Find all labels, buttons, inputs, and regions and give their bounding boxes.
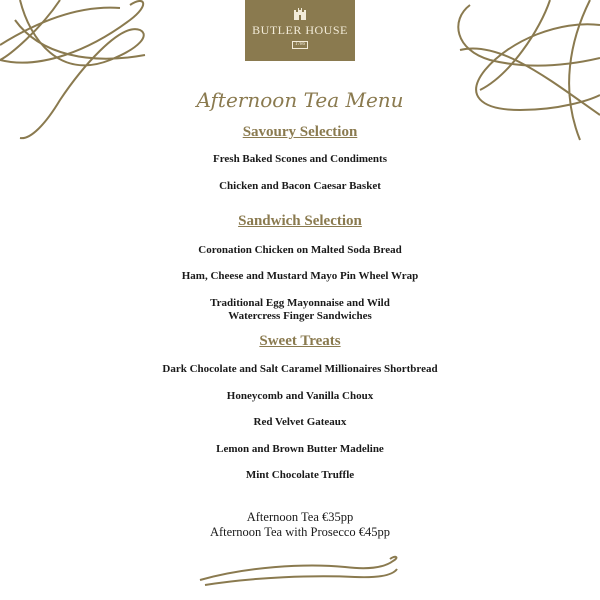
menu-item: Honeycomb and Vanilla Choux bbox=[226, 390, 374, 402]
logo-year: 1786 bbox=[292, 41, 308, 49]
menu-item: Fresh Baked Scones and Condiments bbox=[213, 153, 387, 165]
logo-name: BUTLER HOUSE bbox=[252, 23, 348, 37]
flourish-bottom bbox=[195, 555, 405, 590]
menu-item: Dark Chocolate and Salt Caramel Millionaires Shortbread bbox=[162, 363, 438, 375]
price-afternoon-tea-prosecco: Afternoon Tea with Prosecco €45pp bbox=[209, 525, 391, 539]
castle-icon bbox=[293, 6, 307, 20]
butler-house-logo bbox=[245, 0, 355, 61]
menu-item: Red Velvet Gateaux bbox=[253, 416, 347, 428]
section-title-savoury: Savoury Selection bbox=[242, 124, 358, 140]
price-afternoon-tea: Afternoon Tea €35pp bbox=[246, 510, 354, 524]
section-title-sandwich: Sandwich Selection bbox=[238, 213, 362, 229]
menu-item: Chicken and Bacon Caesar Basket bbox=[219, 180, 381, 192]
menu-item: Mint Chocolate Truffle bbox=[245, 469, 355, 481]
menu-item: Coronation Chicken on Malted Soda Bread bbox=[198, 244, 402, 256]
menu-item: Ham, Cheese and Mustard Mayo Pin Wheel Wrap bbox=[181, 270, 419, 282]
section-title-sweet: Sweet Treats bbox=[259, 333, 341, 349]
menu-item: Traditional Egg Mayonnaise and Wild bbox=[210, 297, 390, 309]
menu-item: Watercress Finger Sandwiches bbox=[228, 310, 372, 322]
menu-title: Afternoon Tea Menu bbox=[196, 88, 404, 112]
menu-item: Lemon and Brown Butter Madeline bbox=[216, 443, 384, 455]
